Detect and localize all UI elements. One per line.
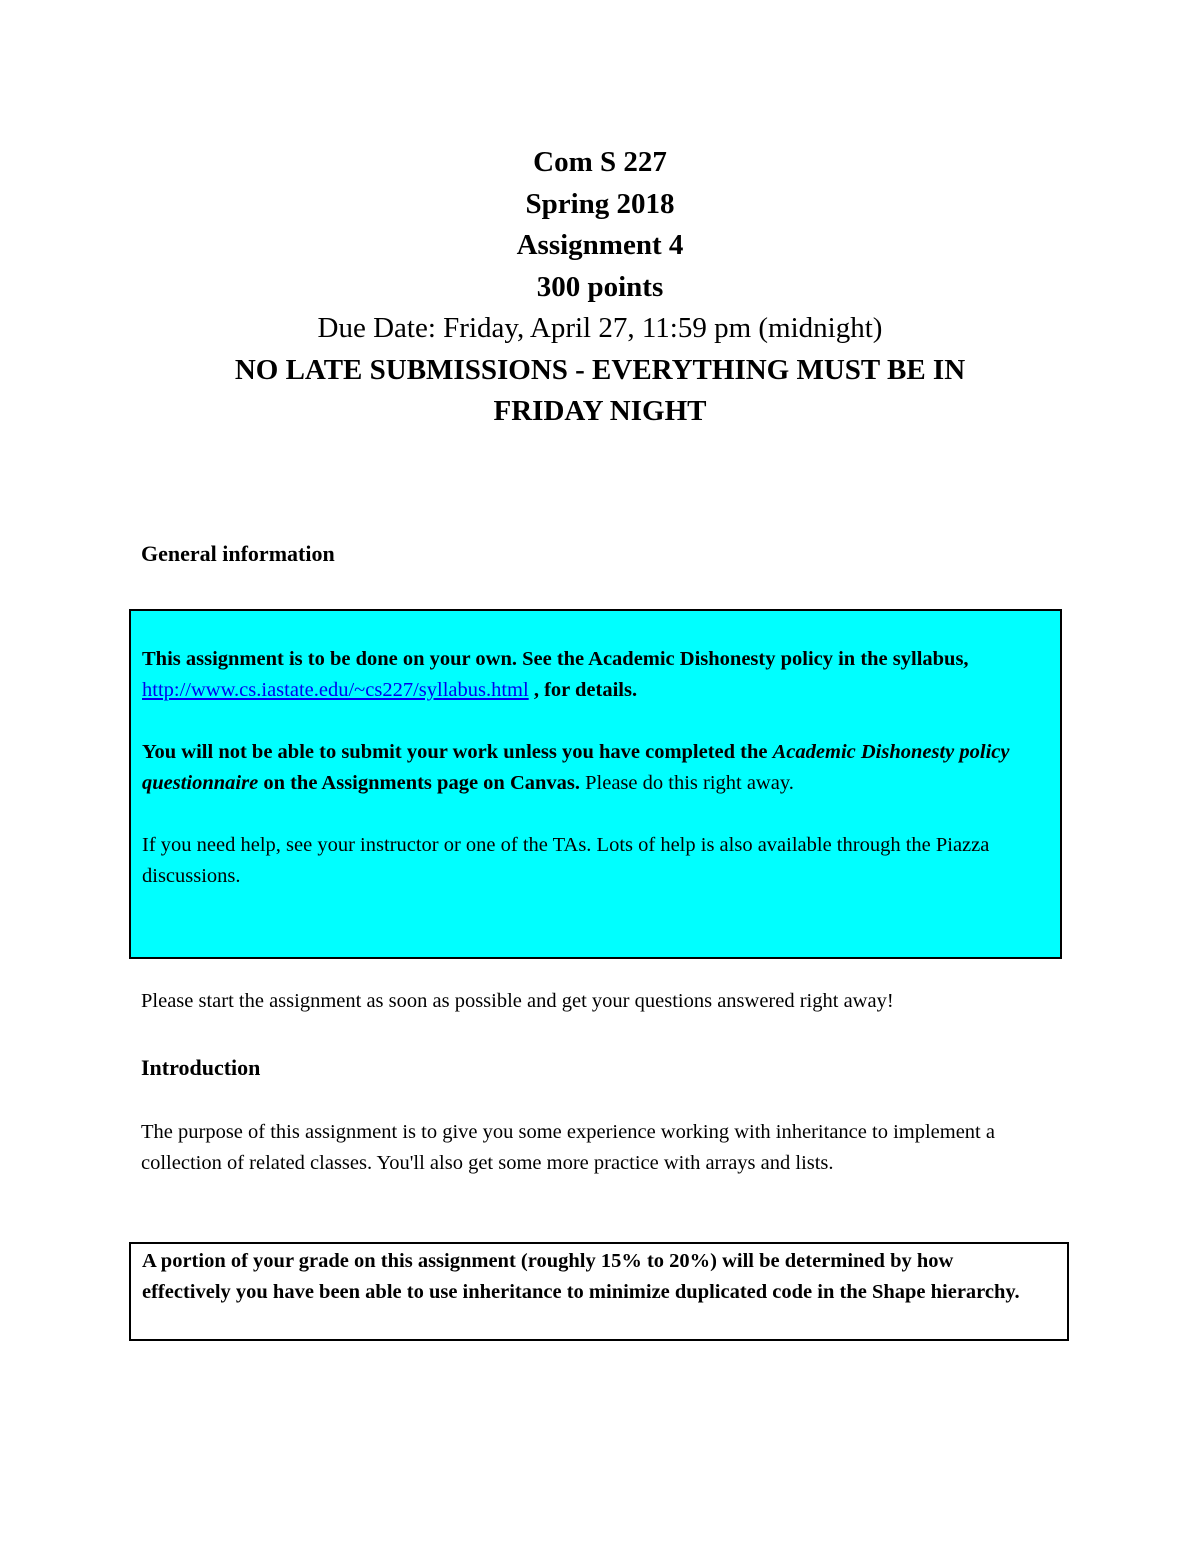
general-information-box-content <box>142 644 1062 923</box>
late-notice: NO LATE SUBMISSIONS - EVERYTHING MUST BE IN FRIDAY NIGHT <box>234 353 966 427</box>
questionnaire-text-a: You will not be able to submit your work unless you have completed the <box>142 741 773 763</box>
points-title: 300 points <box>536 270 664 303</box>
term-title: Spring 2018 <box>525 187 675 220</box>
grade-note: A portion of your grade on this assignment (roughly 15% to 20%) will be determined by how effectively you have been able to use inheritance to minimize duplicated code in the Shape hierarchy. <box>142 1250 1020 1303</box>
own-work-text: This assignment is to be done on your own. See the Academic Dishonesty policy in the syllabus, <box>142 648 969 670</box>
general-information-box <box>129 609 1062 959</box>
questionnaire-paragraph <box>142 737 1062 799</box>
questionnaire-text-b: on the Assignments page on Canvas. <box>258 772 580 794</box>
assignment-title: Assignment 4 <box>516 229 684 261</box>
general-information-heading: General information <box>141 541 335 566</box>
questionnaire-text-c: Please do this right away. <box>580 772 794 794</box>
course-title: Com S 227 <box>533 146 667 178</box>
grade-note-box <box>129 1242 1069 1341</box>
own-work-paragraph <box>142 644 1062 706</box>
syllabus-link[interactable]: http://www.cs.iastate.edu/~cs227/syllabus.html <box>142 679 529 701</box>
introduction-heading: Introduction <box>141 1055 261 1080</box>
questionnaire-title: Academic Dishonesty policy questionnaire <box>142 741 1010 794</box>
help-paragraph: If you need help, see your instructor or one of the TAs. Lots of help is also available through the Piazza discussions. <box>142 834 990 887</box>
title-block <box>0 142 1200 432</box>
start-early-paragraph: Please start the assignment as soon as possible and get your questions answered right away! <box>141 990 894 1012</box>
introduction-paragraph: The purpose of this assignment is to give you some experience working with inheritance to implement a collection of related classes. You'll also get some more practice with arrays and lists. <box>141 1121 995 1174</box>
own-work-suffix: , for details. <box>528 679 638 701</box>
due-date: Due Date: Friday, April 27, 11:59 pm (midnight) <box>317 312 883 344</box>
